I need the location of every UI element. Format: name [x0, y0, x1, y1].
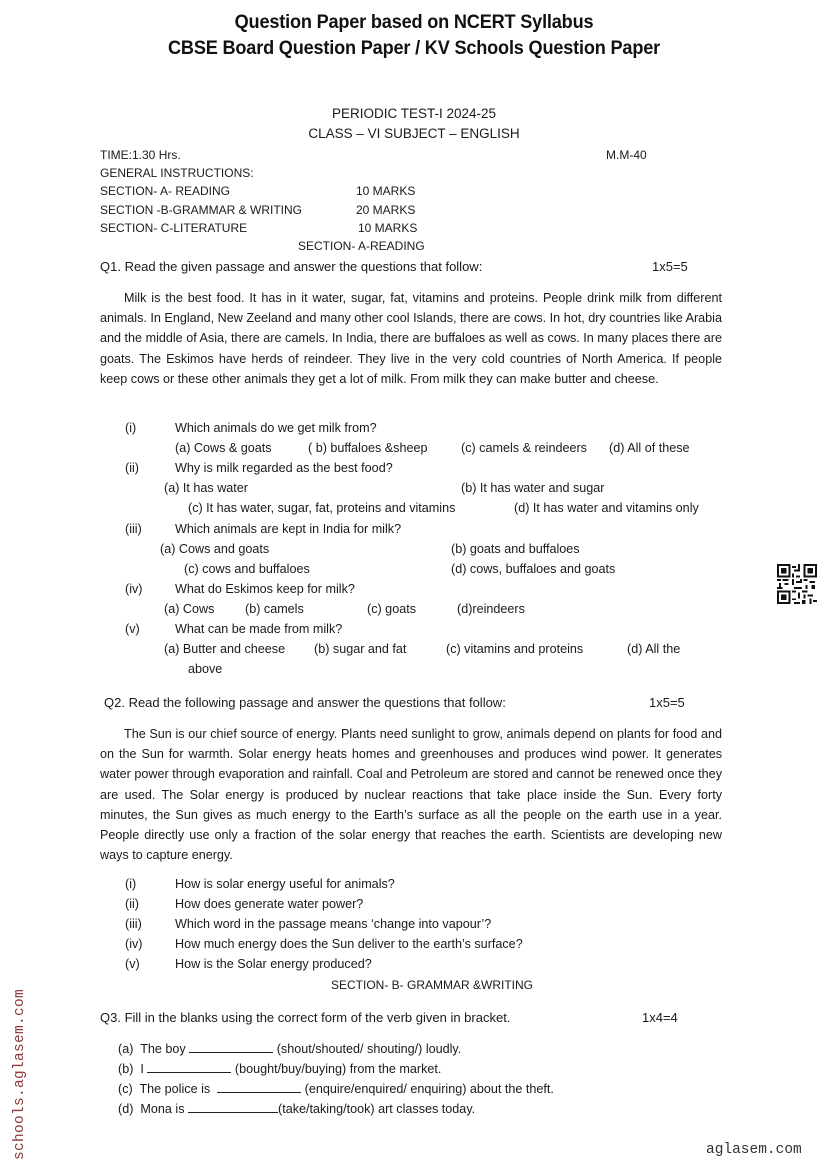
test-title: PERIODIC TEST-I 2024-25 [331, 106, 497, 121]
q2-sub-text: Which word in the passage means ‘change into vapour’? [175, 917, 492, 931]
q1-option: (d) All the [627, 642, 681, 656]
instruction-section-marks: 10 MARKS [358, 221, 418, 235]
q3-item-num: (d) [118, 1102, 134, 1116]
q1-option: (d) cows, buffaloes and goats [451, 562, 616, 576]
q1-option: (b) sugar and fat [314, 642, 407, 656]
q3-item-num: (a) [118, 1042, 134, 1056]
q1-option: (d) All of these [609, 441, 690, 455]
instruction-section-name: SECTION- C-LITERATURE [100, 221, 248, 235]
instruction-section-name: SECTION -B-GRAMMAR & WRITING [100, 203, 302, 217]
q2-sub-num: (iv) [125, 937, 143, 951]
q1-option: (a) It has water [164, 481, 248, 495]
q3-item [118, 1100, 475, 1116]
q1-option: (c) cows and buffaloes [184, 562, 310, 576]
q2-sub-text: How is solar energy useful for animals? [175, 877, 395, 891]
q3-item [118, 1080, 554, 1096]
instruction-section-marks: 10 MARKS [356, 184, 416, 198]
q2-sub-num: (i) [125, 877, 137, 891]
side-watermark: schools.aglasem.com [12, 988, 28, 1160]
fill-blank[interactable] [188, 1100, 278, 1113]
q1-option: ( b) buffaloes &sheep [308, 441, 428, 455]
q2-sub-text: How is the Solar energy produced? [175, 957, 372, 971]
q2-sub-text: How much energy does the Sun deliver to the earth’s surface? [175, 937, 523, 951]
q1-sub-text: What can be made from milk? [175, 622, 343, 636]
q3-item-after: (bought/buy/buying) from the market. [234, 1062, 442, 1076]
q1-sub-num: (ii) [125, 461, 139, 475]
q1-option: (b) camels [245, 602, 304, 616]
q1-option: (d)reindeers [457, 602, 525, 616]
section-a-heading: SECTION- A-READING [298, 239, 425, 253]
q1-option: (c) goats [367, 602, 416, 616]
q3-item-after: (take/taking/took) art classes today. [278, 1102, 476, 1116]
q3-item-num: (c) [118, 1082, 133, 1096]
q1-sub-text: What do Eskimos keep for milk? [175, 582, 355, 596]
q1-option: (b) goats and buffaloes [451, 542, 580, 556]
q1-prompt: Q1. Read the given passage and answer the questions that follow: [100, 259, 483, 274]
q3-item-after: (shout/shouted/ shouting/) loudly. [276, 1042, 462, 1056]
q1-sub-text: Which animals are kept in India for milk? [175, 522, 402, 536]
q1-option: (b) It has water and sugar [461, 481, 605, 495]
banner-title-line2: CBSE Board Question Paper / KV Schools Question Paper [168, 37, 660, 59]
q2-passage [100, 724, 722, 865]
q1-sub-num: (iii) [125, 522, 142, 536]
general-instructions-label: GENERAL INSTRUCTIONS: [100, 166, 254, 180]
q3-item-before: Mona is [140, 1102, 185, 1116]
q3-item-before: The boy [140, 1042, 186, 1056]
class-subject: CLASS – VI SUBJECT – ENGLISH [308, 126, 520, 141]
qr-code-icon[interactable] [777, 564, 817, 604]
q1-sub-num: (v) [125, 622, 140, 636]
q1-option-continued: above [188, 662, 223, 676]
q1-passage [100, 288, 722, 389]
q2-sub-num: (ii) [125, 897, 139, 911]
fill-blank[interactable] [217, 1080, 301, 1093]
q3-item-num: (b) [118, 1062, 134, 1076]
q3-item-before: I [140, 1062, 144, 1076]
q1-option: (d) It has water and vitamins only [514, 501, 699, 515]
q3-prompt: Q3. Fill in the blanks using the correct form of the verb given in bracket. [100, 1010, 511, 1025]
q2-sub-num: (iii) [125, 917, 142, 931]
q3-item-before: The police is [139, 1082, 211, 1096]
q3-item [118, 1060, 441, 1076]
section-b-heading: SECTION- B- GRAMMAR &WRITING [331, 978, 533, 992]
q1-passage-text: Milk is the best food. It has in it water, sugar, fat, vitamins and proteins. People drink milk from different animals. In England, New Zeeland and many other cool Islands, there are cows. In hot, dry countries like Arabia and the middle of Asia, there are camels. In India, there are buffaloes as well as cows. In many places there are goats. The Eskimos have herds of reindeer. They live in the very cold countries of North America. If people keep cows or these other animals they get a lot of milk. From milk they can make butter and cheese. [100, 291, 722, 386]
max-marks: M.M-40 [606, 148, 647, 162]
q1-option: (a) Cows & goats [175, 441, 272, 455]
q1-sub-text: Which animals do we get milk from? [175, 421, 377, 435]
q1-sub-num: (iv) [125, 582, 143, 596]
instruction-section-marks: 20 MARKS [356, 203, 416, 217]
q1-option: (c) camels & reindeers [461, 441, 587, 455]
q1-option: (c) vitamins and proteins [446, 642, 584, 656]
q1-sub-num: (i) [125, 421, 137, 435]
q3-item [118, 1040, 461, 1056]
q2-passage-text: The Sun is our chief source of energy. Plants need sunlight to grow, animals depend on plants for food and on the Sun for warmth. Solar energy heats homes and greenhouses and produces wind power. It generates water power through evaporation and rainfall. Coal and Petroleum are stored and cannot be renewed once they are used. The Solar energy is produced by nuclear reactions that take place inside the Sun. Every forty minutes, the Sun gives as much energy to the Earth’s surface as all the people on the earth use in a year. People directly use only a fraction of the solar energy that reaches the earth. Scientists are developing new ways to capture energy. [100, 727, 722, 863]
q1-option: (a) Butter and cheese [164, 642, 286, 656]
q1-option: (a) Cows [164, 602, 215, 616]
q3-marks: 1x4=4 [642, 1010, 678, 1025]
fill-blank[interactable] [147, 1060, 231, 1073]
footer-watermark: aglasem.com [706, 1142, 802, 1158]
q1-sub-text: Why is milk regarded as the best food? [175, 461, 393, 475]
q3-item-after: (enquire/enquired/ enquiring) about the theft. [304, 1082, 554, 1096]
q2-prompt: Q2. Read the following passage and answer the questions that follow: [104, 695, 506, 710]
q2-sub-text: How does generate water power? [175, 897, 364, 911]
q2-marks: 1x5=5 [649, 695, 685, 710]
time-allowed: TIME:1.30 Hrs. [100, 148, 181, 162]
q1-option: (c) It has water, sugar, fat, proteins and vitamins [188, 501, 456, 515]
instruction-section-name: SECTION- A- READING [100, 184, 231, 198]
q1-option: (a) Cows and goats [160, 542, 270, 556]
banner-title-line1: Question Paper based on NCERT Syllabus [234, 11, 594, 33]
q2-sub-num: (v) [125, 957, 140, 971]
q1-marks: 1x5=5 [652, 259, 688, 274]
fill-blank[interactable] [189, 1040, 273, 1053]
